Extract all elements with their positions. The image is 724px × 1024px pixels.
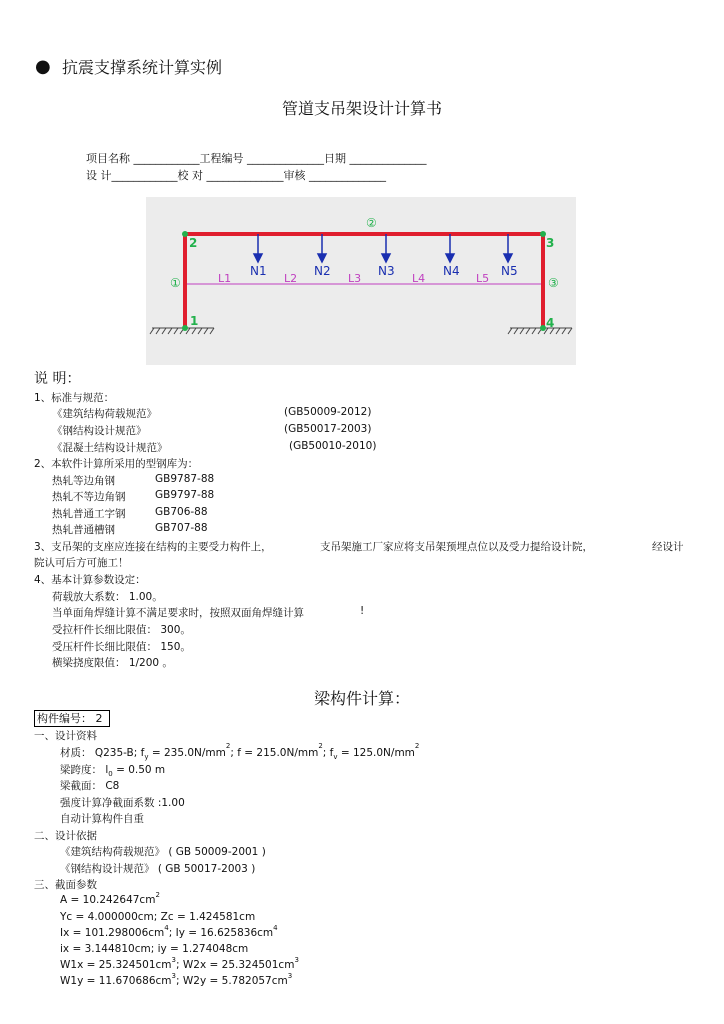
beam-calc-title: 梁构件计算： bbox=[313, 689, 410, 708]
section-title: 抗震支撑系统计算实例 bbox=[62, 58, 223, 77]
area-line bbox=[60, 891, 160, 906]
standard-name-1: 《建筑结构荷载规范》 bbox=[52, 408, 157, 420]
section-params-heading: 三、截面参数 bbox=[34, 879, 97, 891]
w1x-value: W1x = 25.324501cm bbox=[60, 959, 172, 971]
param-tension-slenderness: 受拉杆件长细比限值： 300。 bbox=[52, 624, 191, 636]
meta-row-designer: 设 计____________校 对 ______________审核 ______________ bbox=[86, 169, 386, 182]
standard-code-1: (GB50009-2012) bbox=[284, 406, 372, 418]
node-label-4: 4 bbox=[546, 316, 555, 330]
w1y-value: W1y = 11.670686cm bbox=[60, 975, 172, 987]
span-label-l1: L1 bbox=[218, 272, 232, 285]
load-label-n3: N3 bbox=[378, 264, 395, 278]
fy-exp: 2 bbox=[225, 742, 231, 750]
frame-diagram bbox=[146, 197, 576, 365]
span-label-l4: L4 bbox=[412, 272, 426, 285]
iy-exp: 4 bbox=[273, 924, 278, 932]
node-label-1: 1 bbox=[190, 314, 199, 328]
material-label: 材质： Q235-B; f bbox=[60, 747, 145, 759]
param-compression-slenderness: 受压杆件长细比限值： 150。 bbox=[52, 641, 191, 653]
w2y-exp: 3 bbox=[287, 972, 293, 980]
design-data-heading: 一、设计资料 bbox=[34, 730, 97, 742]
fv-label: ; f bbox=[322, 747, 334, 759]
document-title: 管道支吊架设计计算书 bbox=[281, 99, 442, 118]
w2y-value: ; W2y = 5.782057cm bbox=[176, 975, 288, 987]
node-label-2: 2 bbox=[189, 236, 198, 250]
steel-code-1: GB9787-88 bbox=[155, 473, 215, 485]
self-weight-note: 自动计算构件自重 bbox=[60, 813, 144, 825]
notes-heading: 说 明： bbox=[34, 371, 81, 387]
standard-name-3: 《混凝土结构设计规范》 bbox=[52, 442, 168, 454]
steel-code-2: GB9797-88 bbox=[155, 489, 215, 501]
steel-code-4: GB707-88 bbox=[155, 522, 208, 534]
member-label-3: ③ bbox=[548, 276, 559, 290]
w1y-exp: 3 bbox=[171, 972, 177, 980]
design-basis-heading: 二、设计依据 bbox=[34, 830, 97, 842]
steel-name-1: 热轧等边角钢 bbox=[52, 475, 115, 487]
node-2-dot bbox=[182, 231, 188, 237]
section-modulus-y-line bbox=[60, 972, 293, 987]
iy-value: ; Iy = 16.625836cm bbox=[168, 927, 274, 939]
param-weld-rule: 当单面角焊缝计算不满足要求时，按照双面角焊缝计算 bbox=[52, 607, 304, 619]
note-2: 2、本软件计算所采用的型钢库为： bbox=[34, 458, 199, 470]
section-modulus-x-line bbox=[60, 956, 299, 971]
centroid-line: Yc = 4.000000cm; Zc = 1.424581cm bbox=[60, 911, 256, 923]
note-3-part-a: 3、支吊架的支座应连接在结构的主要受力构件上， bbox=[34, 541, 272, 553]
ix-value: Ix = 101.298006cm bbox=[60, 927, 165, 939]
span-value: = 0.50 m bbox=[112, 764, 166, 776]
note-1: 1、标准与规范： bbox=[34, 392, 115, 404]
steel-code-3: GB706-88 bbox=[155, 506, 208, 518]
span-label-l3: L3 bbox=[348, 272, 362, 285]
steel-name-2: 热轧不等边角钢 bbox=[52, 491, 126, 503]
area-value: A = 10.242647cm bbox=[60, 894, 156, 906]
beam-section: 梁截面： C8 bbox=[60, 780, 120, 792]
param-weld-rule-mark: ! bbox=[360, 605, 365, 617]
w1x-exp: 3 bbox=[171, 956, 177, 964]
standard-name-2: 《钢结构设计规范》 bbox=[52, 425, 147, 437]
design-basis-1: 《建筑结构荷载规范》 ( GB 50009-2001 ) bbox=[60, 846, 266, 858]
standard-code-2: (GB50017-2003) bbox=[284, 423, 372, 435]
note-3-part-b: 支吊架施工厂家应将支吊架预埋点位以及受力提给设计院， bbox=[320, 541, 593, 553]
fv-exp: 2 bbox=[414, 742, 420, 750]
bullet-icon: ● bbox=[35, 56, 51, 77]
member-number-box: 构件编号： 2 bbox=[34, 710, 110, 727]
design-basis-2: 《钢结构设计规范》 ( GB 50017-2003 ) bbox=[60, 863, 256, 875]
material-line bbox=[60, 742, 420, 762]
param-load-factor: 荷载放大系数： 1.00。 bbox=[52, 591, 163, 603]
w2x-value: ; W2x = 25.324501cm bbox=[176, 959, 295, 971]
load-label-n2: N2 bbox=[314, 264, 331, 278]
fv-sub: v bbox=[333, 753, 338, 762]
fy-value: = 235.0N/mm bbox=[148, 747, 226, 759]
load-label-n5: N5 bbox=[501, 264, 518, 278]
span-label-l5: L5 bbox=[476, 272, 490, 285]
inertia-line bbox=[60, 924, 278, 939]
f-exp: 2 bbox=[318, 742, 323, 750]
note-3-part-c: 经设计 bbox=[652, 541, 684, 553]
steel-name-3: 热轧普通工字钢 bbox=[52, 508, 126, 520]
span-sub: 0 bbox=[108, 770, 113, 779]
fv-value: = 125.0N/mm bbox=[337, 747, 415, 759]
steel-name-4: 热轧普通槽钢 bbox=[52, 524, 115, 536]
f-value: ; f = 215.0N/mm bbox=[230, 747, 319, 759]
radius-gyration-line: ix = 3.144810cm; iy = 1.274048cm bbox=[60, 943, 249, 955]
fy-sub: y bbox=[144, 753, 149, 762]
meta-row-project: 项目名称 ____________工程编号 ______________日期 ______________ bbox=[86, 152, 427, 165]
area-exp: 2 bbox=[155, 891, 160, 899]
member-label-1: ① bbox=[170, 276, 181, 290]
node-1-dot bbox=[182, 325, 188, 331]
node-label-3: 3 bbox=[546, 236, 555, 250]
net-section-factor: 强度计算净截面系数 :1.00 bbox=[60, 797, 185, 809]
note-3-part-d: 院认可后方可施工！ bbox=[34, 557, 129, 569]
span-label: 梁跨度： l bbox=[60, 764, 109, 776]
load-label-n4: N4 bbox=[443, 264, 460, 278]
ix-exp: 4 bbox=[164, 924, 169, 932]
note-4: 4、基本计算参数设定： bbox=[34, 574, 146, 586]
load-label-n1: N1 bbox=[250, 264, 267, 278]
span-label-l2: L2 bbox=[284, 272, 298, 285]
param-beam-deflection: 横梁挠度限值： 1/200 。 bbox=[52, 657, 173, 669]
member-label-2: ② bbox=[366, 216, 377, 230]
w2x-exp: 3 bbox=[294, 956, 299, 964]
beam-span-line bbox=[60, 762, 165, 778]
standard-code-3: (GB50010-2010) bbox=[289, 440, 377, 452]
